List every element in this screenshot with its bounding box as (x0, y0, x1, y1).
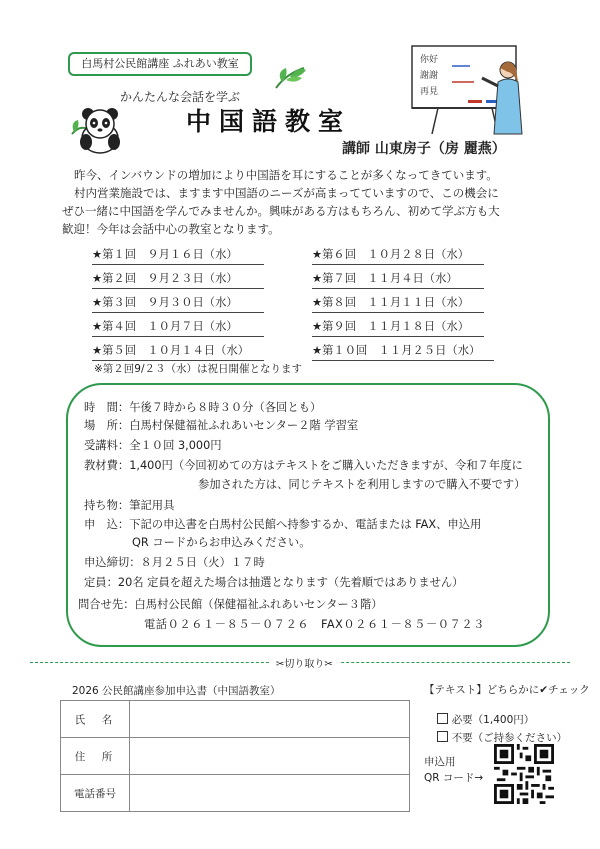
form-field-phone[interactable] (130, 775, 410, 812)
option-no-label: 不要（ご持参ください） (451, 732, 568, 744)
qr-code-icon[interactable] (494, 744, 554, 804)
bamboo-leaf-icon (272, 64, 308, 92)
intro-line-4: 歓迎！今年は会話中心の教室となります。 (62, 222, 280, 236)
schedule-item-3: ★第３回 ９月３０日（水） (92, 295, 264, 313)
form-title: 2026 公民館講座参加申込書（中国語教室） (72, 685, 281, 697)
schedule-item-5: ★第５回 １０月１４日（水） (92, 343, 264, 361)
info-material: 教材費：1,400円（今回初めての方はテキストをご購入いただきますが、令和７年度に (84, 459, 523, 472)
schedule-item-7: ★第７回 １１月４日（水） (312, 271, 484, 289)
schedule-item-6: ★第６回 １０月２８日（水） (312, 247, 484, 265)
form-row-address (61, 738, 410, 775)
info-deadline: 申込締切：８月２５日（火）１７時 (84, 556, 265, 569)
option-need-label: 必要（1,400円） (451, 714, 535, 726)
text-option-heading: 【テキスト】どちらかに✔チェック (424, 684, 590, 696)
info-contact: 問合せ先：白馬村公民館（保健福祉ふれあいセンター３階） (78, 598, 383, 611)
page-title: 中国語教室 (186, 107, 352, 136)
panda-illustration (70, 104, 126, 156)
application-form-table (60, 700, 410, 812)
form-row-name (61, 701, 410, 738)
option-no (430, 718, 567, 745)
form-field-name[interactable] (130, 701, 410, 738)
schedule-item-9: ★第９回 １１月１８日（水） (312, 319, 484, 337)
info-time: 時 間：午後７時から８時３０分（各回とも） (84, 401, 322, 414)
info-phone-fax: 電話０２６１－８５－０７２６ FAX０２６１－８５－０７２３ (144, 618, 485, 631)
info-place: 場 所：白馬村保健福祉ふれあいセンター２階 学習室 (84, 419, 359, 432)
info-apply-cont: QR コードからお申込みください。 (132, 536, 311, 549)
intro-line-3: ぜひ一緒に中国語を学んでみませんか。興味がある方はもちろん、初めて学ぶ方も大 (62, 204, 500, 218)
schedule-item-2: ★第２回 ９月２３日（水） (92, 271, 264, 289)
subtitle: かんたんな会話を学ぶ (120, 90, 241, 104)
info-capacity: 定員：20名 定員を超えた場合は抽選となります（先着順ではありません） (84, 576, 464, 589)
whiteboard-text-3: 再見 (420, 87, 439, 97)
form-label-phone: 電話番号 (61, 775, 130, 812)
info-apply: 申 込：下記の申込書を白馬村公民館へ持参するか、電話または FAX、申込用 (84, 518, 482, 531)
cut-label: ✂切り取り✂ (270, 655, 339, 670)
form-row-phone (61, 775, 410, 812)
intro-line-1: 昨今、インバウンドの増加により中国語を耳にすることが多くなってきています。 (74, 168, 498, 182)
info-fee: 受講料：全１０回 3,000円 (84, 439, 222, 452)
checkbox-no[interactable] (437, 731, 448, 742)
series-label: 白馬村公民館講座 ふれあい教室 (68, 52, 252, 76)
qr-label-1: 申込用 (424, 756, 456, 768)
whiteboard-text-2: 謝謝 (420, 71, 439, 81)
teacher-whiteboard-illustration (408, 42, 528, 138)
form-field-address[interactable] (130, 738, 410, 775)
info-belongings: 持ち物：筆記用具 (84, 499, 175, 512)
form-label-name: 氏 名 (61, 701, 130, 738)
intro-line-2: 村内営業施設では、ますます中国語のニーズが高まってていますので、この機会に (74, 186, 499, 200)
instructor-name: 講師 山東房子（房 麗燕） (342, 141, 506, 157)
info-material-cont: 参加された方は、同じテキストを利用しますので購入不要です） (198, 478, 526, 491)
schedule-item-8: ★第８回 １１月１１日（水） (312, 295, 484, 313)
whiteboard-text-1: 你好 (420, 55, 439, 65)
schedule-item-4: ★第４回 １０月７日（水） (92, 319, 264, 337)
form-label-address: 住 所 (61, 738, 130, 775)
schedule-item-10: ★第１０回 １１月２５日（水） (312, 343, 494, 361)
holiday-note: ※第２回9/２３（水）は祝日開催となります (94, 363, 303, 375)
schedule-item-1: ★第１回 ９月１６日（水） (92, 247, 264, 265)
qr-label-2: QR コード→ (424, 772, 484, 784)
